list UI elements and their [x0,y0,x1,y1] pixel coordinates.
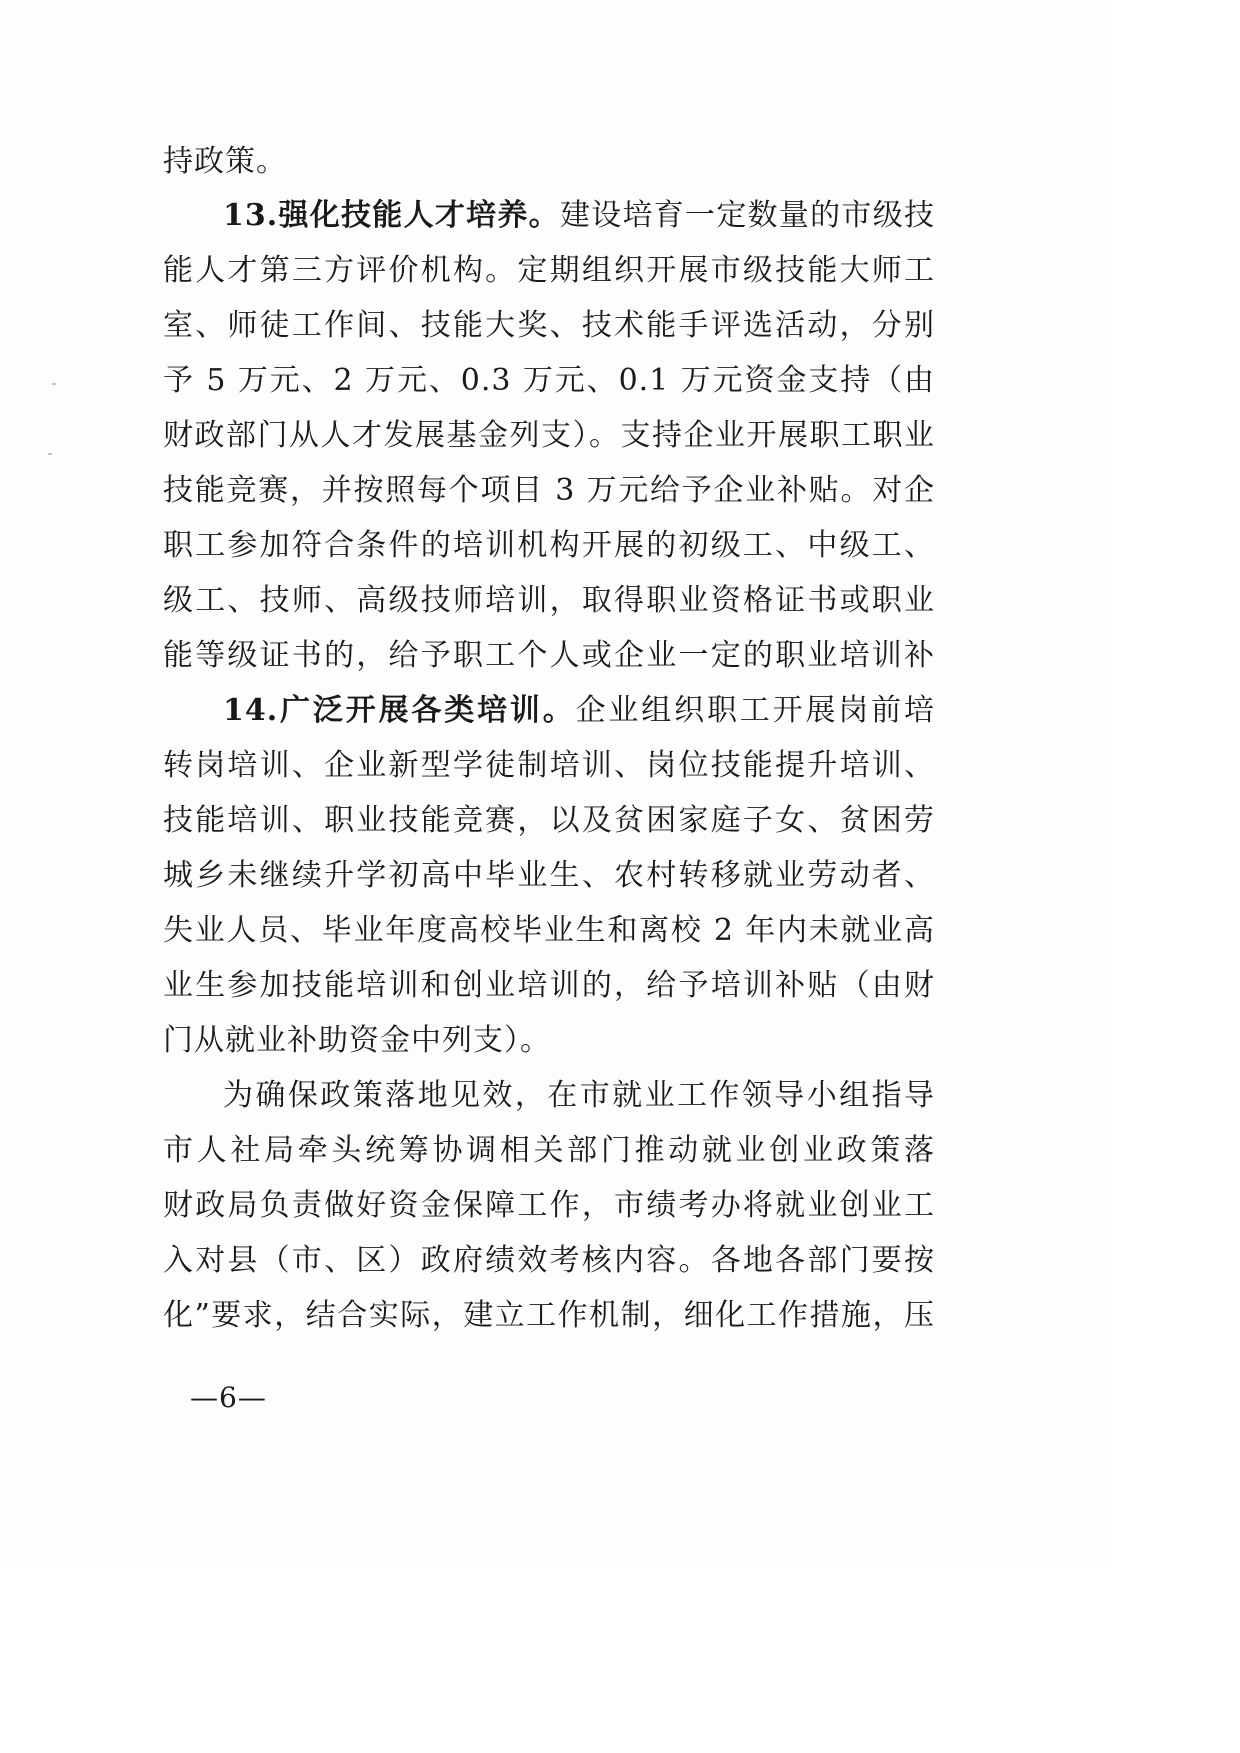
body-line: 财政部门从人才发展基金列支）。支持企业开展职工职业 [163,418,935,453]
heading-14: 14.广泛开展各类培训。 [223,693,576,728]
body-line: 业生参加技能培训和创业培训的，给予培训补贴（由财 [163,968,935,1003]
body-text: 建设培育一定数量的市级技 [559,198,935,233]
body-line: 城乡未继续升学初高中毕业生、农村转移就业劳动者、 [163,858,935,893]
scan-speck [48,453,52,455]
body-line: 予 5 万元、2 万元、0.3 万元、0.1 万元资金支持（由 [163,363,935,398]
body-line: 职工参加符合条件的培训机构开展的初级工、中级工、 [163,528,935,563]
paragraph-13-first-line [223,198,935,234]
body-line: 化”要求，结合实际，建立工作机制，细化工作措施，压 [163,1298,935,1333]
body-line: 入对县（市、区）政府绩效考核内容。各地各部门要按 [163,1243,935,1278]
paragraph-closing-first-line: 为确保政策落地见效，在市就业工作领导小组指导 [223,1078,935,1113]
body-line: 能人才第三方评价机构。定期组织开展市级技能大师工 [163,253,935,288]
scan-speck [52,383,56,385]
paragraph-14-first-line [223,693,935,729]
body-line: 技能竞赛，并按照每个项目 3 万元给予企业补贴。对企 [163,473,935,508]
body-line: 市人社局牵头统筹协调相关部门推动就业创业政策落 [163,1133,935,1168]
body-line: 门从就业补助资金中列支）。 [163,1023,551,1058]
body-line: 能等级证书的，给予职工个人或企业一定的职业培训补 [163,638,935,673]
page-number: —6— [190,1381,267,1414]
body-line: 技能培训、职业技能竞赛，以及贫困家庭子女、贫困劳 [163,803,935,838]
body-line: 级工、技师、高级技师培训，取得职业资格证书或职业 [163,583,935,618]
heading-13: 13.强化技能人才培养。 [223,198,560,233]
body-line: 失业人员、毕业年度高校毕业生和离校 2 年内未就业高 [163,913,935,948]
body-line: 转岗培训、企业新型学徒制培训、岗位技能提升培训、 [163,748,935,783]
body-line: 财政局负责做好资金保障工作，市绩考办将就业创业工 [163,1188,935,1223]
body-text: 企业组织职工开展岗前培 [575,693,935,728]
body-line: 持政策。 [163,144,287,179]
body-line: 室、师徒工作间、技能大奖、技术能手评选活动，分别 [163,308,935,343]
